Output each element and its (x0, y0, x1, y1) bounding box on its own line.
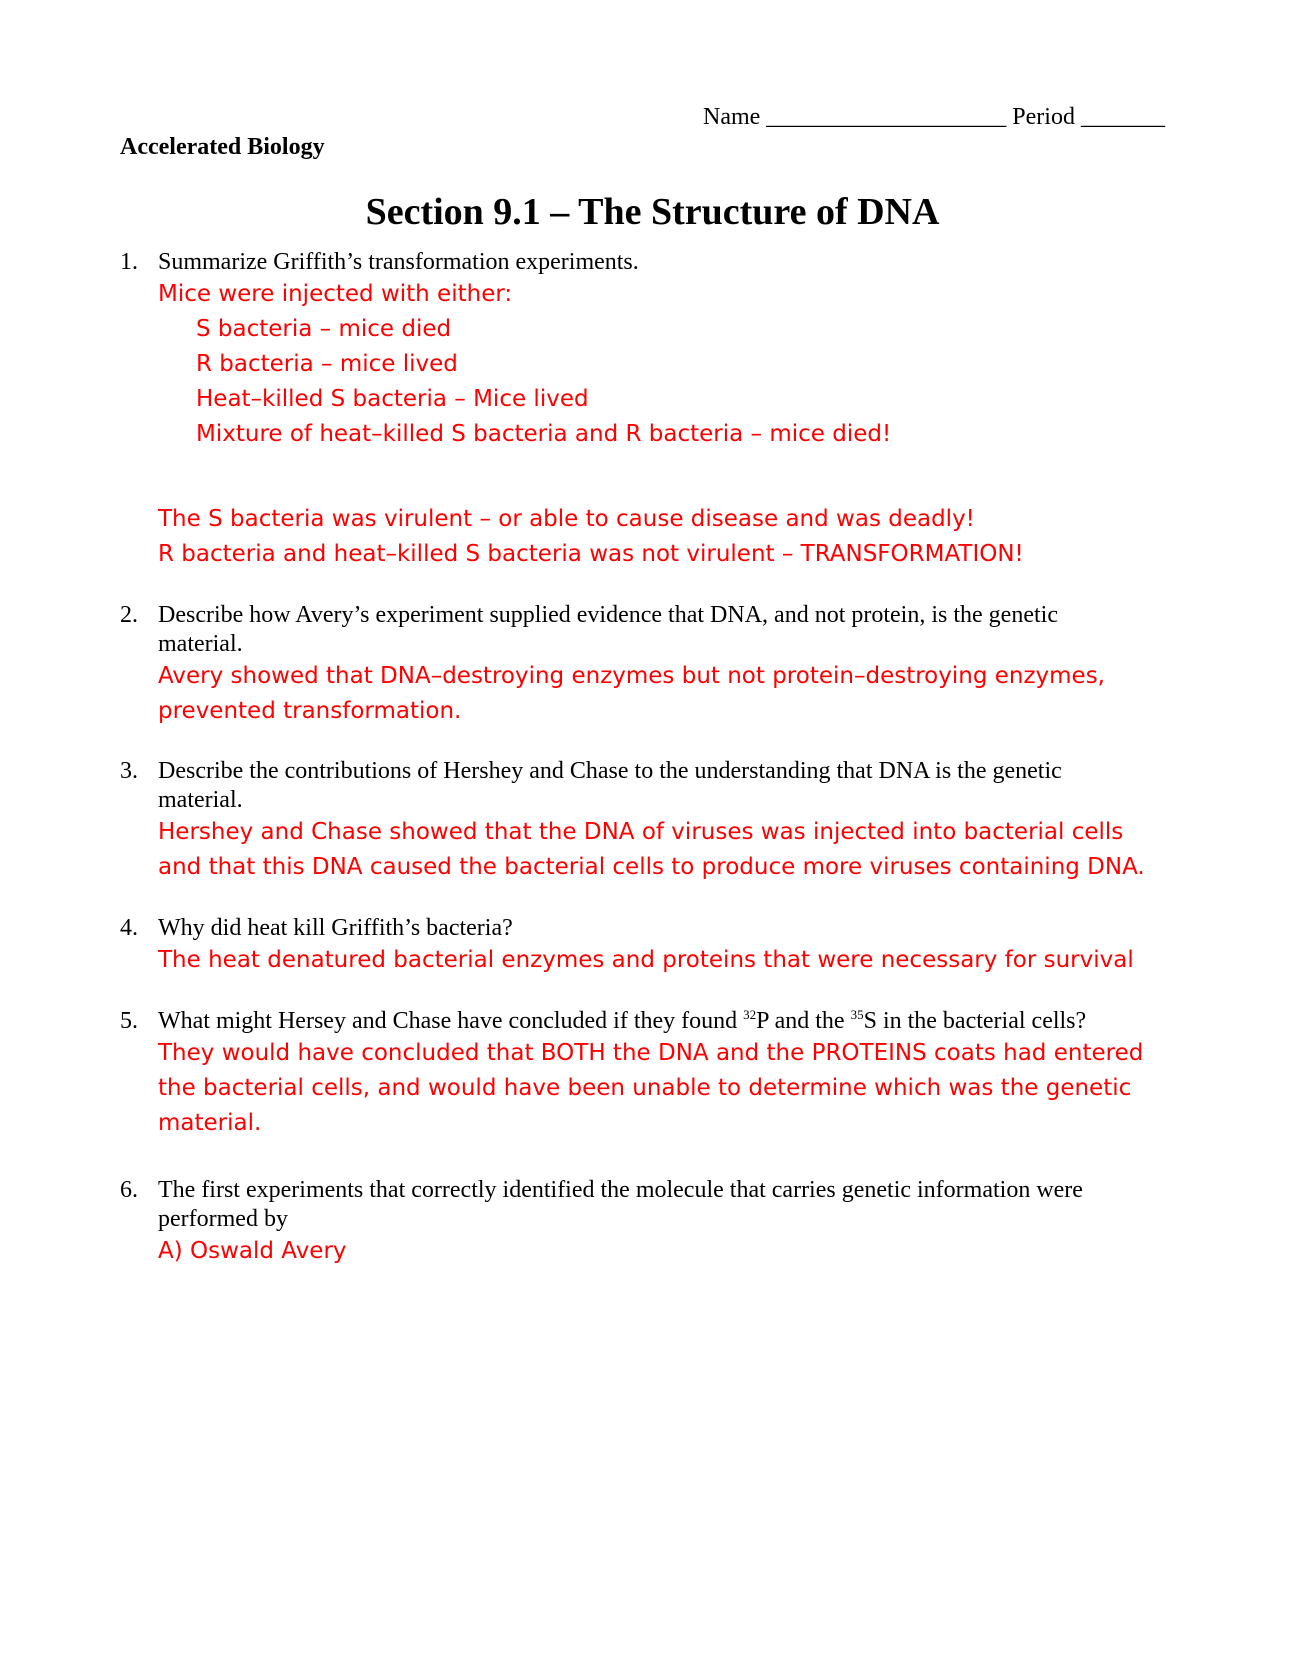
answer-line: Hershey and Chase showed that the DNA of viruses was injected into bacterial cells (158, 819, 1124, 845)
answer-1 (158, 277, 891, 452)
question-5 (120, 1007, 1120, 1036)
answer-line: R bacteria – mice lived (196, 351, 458, 377)
answer-line: The heat denatured bacterial enzymes and proteins that were necessary for survival (158, 947, 1134, 973)
question-number: 5. (120, 1008, 138, 1034)
question-text: Describe how Avery’s experiment supplied evidence that DNA, and not protein, is the genetic material. (158, 602, 1058, 657)
answer-line: They would have concluded that BOTH the DNA and the PROTEINS coats had entered (158, 1040, 1144, 1066)
question-4 (120, 914, 1120, 943)
question-text: The first experiments that correctly identified the molecule that carries genetic information were performed by (158, 1177, 1083, 1232)
question-text (158, 1007, 1120, 1036)
name-period-line: Name ____________________ Period _______ (703, 104, 1165, 130)
answer-3 (158, 815, 1145, 885)
answer-4 (158, 943, 1134, 978)
isotope-superscript: 32 (743, 1007, 757, 1022)
answer-5 (158, 1036, 1143, 1141)
isotope-superscript: 35 (850, 1007, 864, 1022)
question-6 (120, 1176, 1120, 1234)
page-title: Section 9.1 – The Structure of DNA (365, 191, 940, 233)
question-number: 2. (120, 602, 138, 628)
question-text: Summarize Griffith’s transformation experiments. (158, 249, 639, 275)
course-title: Accelerated Biology (120, 134, 325, 160)
answer-line: material. (158, 1110, 262, 1136)
question-number: 1. (120, 249, 138, 275)
answer-line: Mixture of heat–killed S bacteria and R bacteria – mice died! (196, 421, 892, 447)
answer-line: Avery showed that DNA–destroying enzymes but not protein–destroying enzymes, (158, 663, 1105, 689)
answer-line: The S bacteria was virulent – or able to cause disease and was deadly! (158, 506, 975, 532)
question-text-part: S in the bacterial cells? (863, 1008, 1087, 1034)
question-number: 4. (120, 915, 138, 941)
answer-line: prevented transformation. (158, 698, 462, 724)
answer-line: the bacterial cells, and would have been unable to determine which was the genetic (158, 1075, 1132, 1101)
answer-line: and that this DNA caused the bacterial cells to produce more viruses containing DNA. (158, 854, 1145, 880)
answer-6 (158, 1234, 347, 1269)
question-3 (120, 757, 1120, 815)
question-1 (120, 248, 1120, 277)
answer-line: S bacteria – mice died (196, 316, 452, 342)
answer-line: Mice were injected with either: (158, 281, 513, 307)
question-text-part: P and the (756, 1008, 851, 1034)
question-text: Describe the contributions of Hershey and Chase to the understanding that DNA is the genetic material. (158, 758, 1062, 813)
question-text: Why did heat kill Griffith’s bacteria? (158, 915, 513, 941)
question-number: 6. (120, 1177, 138, 1203)
question-text-part: What might Hersey and Chase have concluded if they found (158, 1008, 744, 1034)
answer-line: R bacteria and heat–killed S bacteria was not virulent – TRANSFORMATION! (158, 541, 1024, 567)
question-number: 3. (120, 758, 138, 784)
answer-line: Heat–killed S bacteria – Mice lived (196, 386, 589, 412)
answer-line: A) Oswald Avery (158, 1238, 347, 1264)
answer-1-conclusion (158, 502, 1024, 572)
answer-2 (158, 659, 1105, 729)
question-2 (120, 601, 1120, 659)
